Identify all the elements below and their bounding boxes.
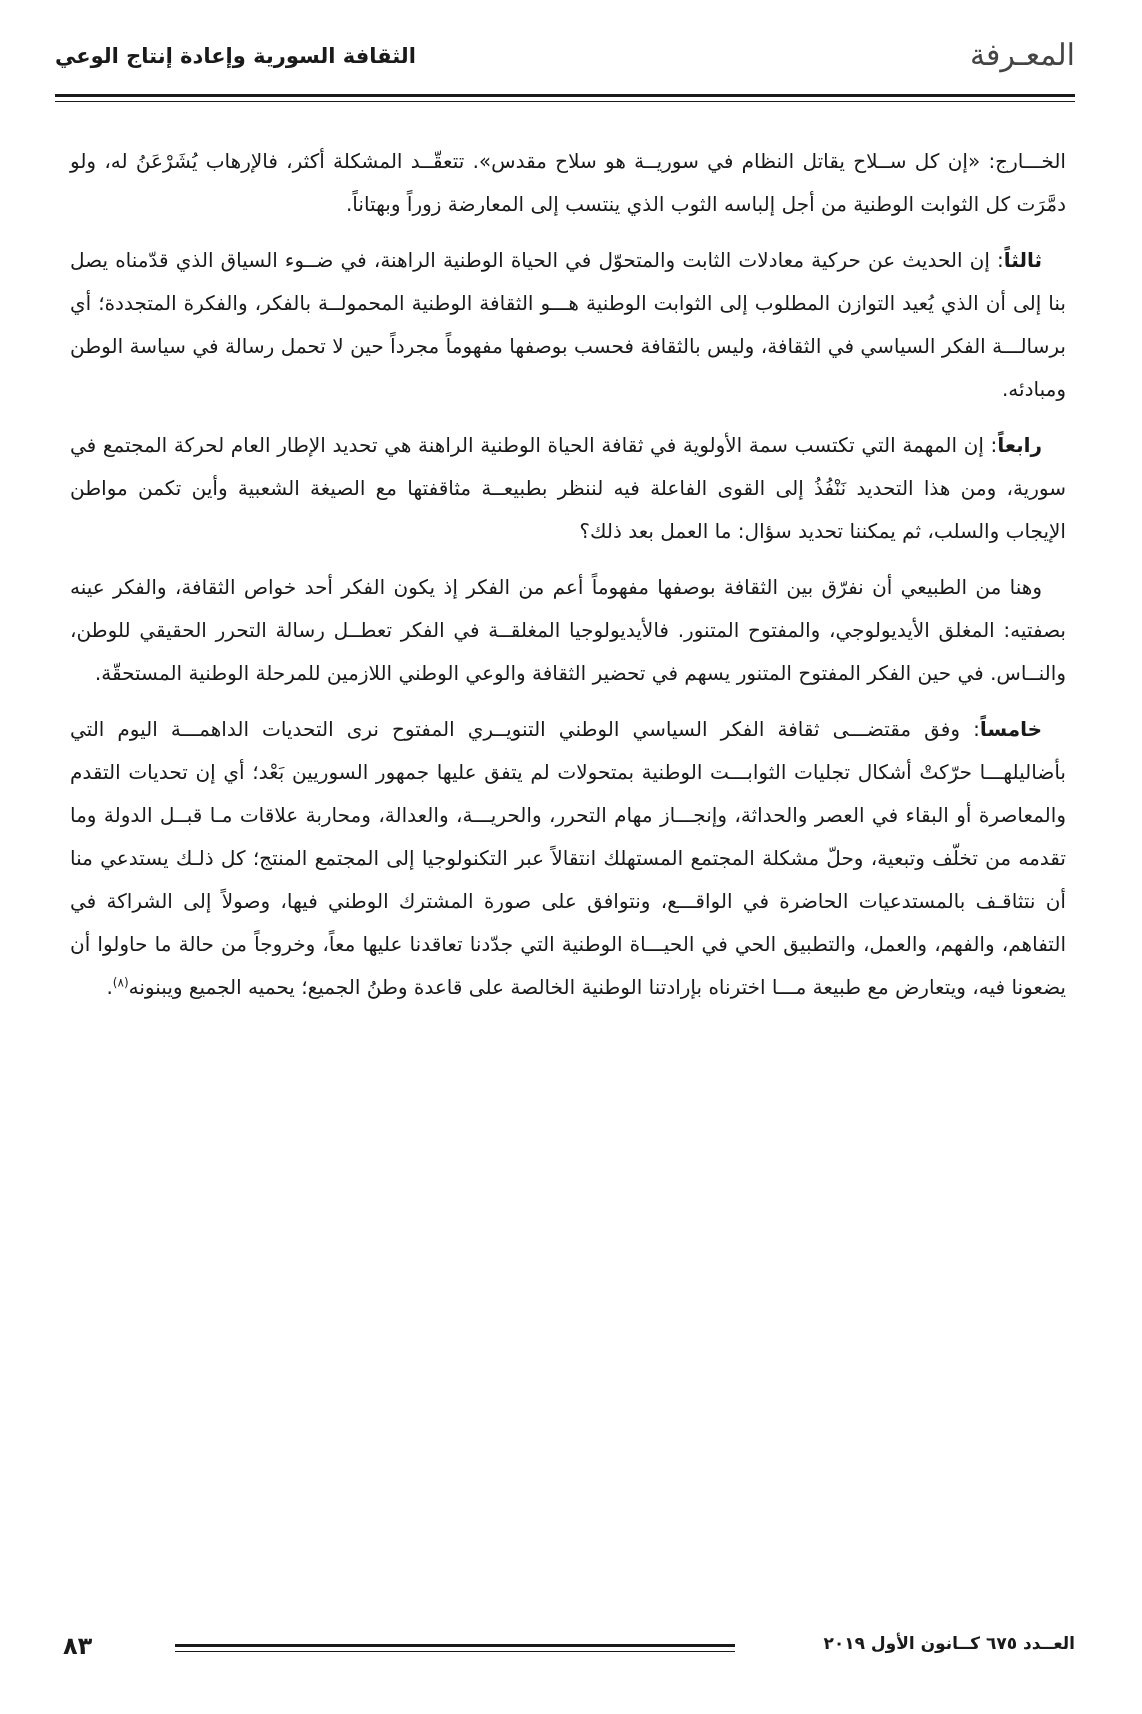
paragraph-4 [70,566,1066,695]
issue-info: العــدد ٦٧٥ كــانون الأول ٢٠١٩ [823,1634,1075,1654]
article-body [70,140,1066,1022]
journal-logo: المعـرفة [969,38,1075,73]
paragraph-lead: رابعاً [997,433,1042,457]
paragraph-1 [70,140,1066,226]
running-title: الثقافة السورية وإعادة إنتاج الوعي [55,44,416,68]
paragraph-3 [70,424,1066,553]
footnote-reference: (٨) [112,975,129,990]
header-rule [55,94,1075,97]
paragraph-end: . [106,975,113,999]
paragraph-2 [70,239,1066,411]
page-footer [55,1632,1075,1668]
paragraph-text: : إن المهمة التي تكتسب سمة الأولوية في ثقافة الحياة الوطنية الراهنة هي تحديد الإطار العام لحركة المجتمع في سورية، ومن هذا التحديد نَنْفُذُ إلى القوى الفاعلة فيه لننظر بطبيعــة مثاقفتها مع الصيغة الشعبية وأين تكمن مواطن الإيجاب والسلب، ثم يمكننا تحديد سؤال: ما العمل بعد ذلك؟ [70,433,1066,543]
page-header [55,38,1075,90]
paragraph-text: : إن الحديث عن حركية معادلات الثابت والمتحوّل في الحياة الوطنية الراهنة، في ضــوء السياق الذي قدّمناه يصل بنا إلى أن الذي يُعيد التوازن المطلوب إلى الثوابت الوطنية هـــو الثقافة الوطنية المحمولــة بالفكر، والفكرة المتجددة؛ أي برسالـــة الفكر السياسي في الثقافة، وليس بالثقافة فحسب بوصفها مفهوماً مجرداً حين لا تحمل رسالة في سياسة الوطن ومبادئه. [70,248,1066,401]
header-rule-thin [55,101,1075,102]
paragraph-lead: خامساً [979,717,1042,741]
paragraph-5 [70,708,1066,1009]
paragraph-lead: ثالثاً [1003,248,1042,272]
paragraph-text: الخـــارج: «إن كل ســلاح يقاتل النظام في سوريــة هو سلاح مقدس». تتعقّــد المشكلة أكثر، فالإرهاب يُشَرْعَنُ له، ولو دمَّرَت كل الثوابت الوطنية من أجل إلباسه الثوب الذي ينتسب إلى المعارضة زوراً وبهتاناً. [70,149,1066,216]
page-number: ٨٣ [63,1632,93,1660]
footer-rule [175,1644,735,1652]
paragraph-text: وهنا من الطبيعي أن نفرّق بين الثقافة بوصفها مفهوماً أعم من الفكر إذ يكون الفكر أحد خواص الثقافة، والفكر عينه بصفتيه: المغلق الأيديولوجي، والمفتوح المتنور. فالأيديولوجيا المغلقــة في الفكر تعطــل رسالة التحرر الحقيقي للوطن، والنــاس. في حين الفكر المفتوح المتنور يسهم في تحضير الثقافة والوعي الوطني اللازمين للمرحلة الوطنية المستحقّة. [70,575,1066,685]
paragraph-text: : وفق مقتضـــى ثقافة الفكر السياسي الوطني التنويــري المفتوح نرى التحديات الداهمـــة اليوم التي بأضاليلهـــا حرّكتْ أشكال تجليات الثوابـــت الوطنية بمتحولات لم يتفق عليها جمهور السوريين بَعْد؛ أي إن تحديات التقدم والمعاصرة أو البقاء في العصر والحداثة، وإنجـــاز مهام التحرر، والحريـــة، والعدالة، ومحاربة علاقات مـا قبــل الدولة وما تقدمه من تخلّف وتبعية، وحلّ مشكلة المجتمع المستهلك انتقالاً عبر التكنولوجيا إلى المجتمع المنتج؛ كل ذلـك يستدعي منا أن نتثاقـف بالمستدعيات الحاضرة في الواقـــع، ونتوافق على صورة المشترك الوطني فيها، وصولاً إلى الشراكة في التفاهم، والفهم، والعمل، والتطبيق الحي في الحيـــاة الوطنية التي جدّدنا تعاقدنا عليها معاً، وخروجاً من حالة ما حاولوا أن يضعونا فيه، ويتعارض مع طبيعة مـــا اخترناه بإرادتنا الوطنية الخالصة على قاعدة وطنُ الجميع؛ يحميه الجميع ويبنونه [70,717,1066,999]
